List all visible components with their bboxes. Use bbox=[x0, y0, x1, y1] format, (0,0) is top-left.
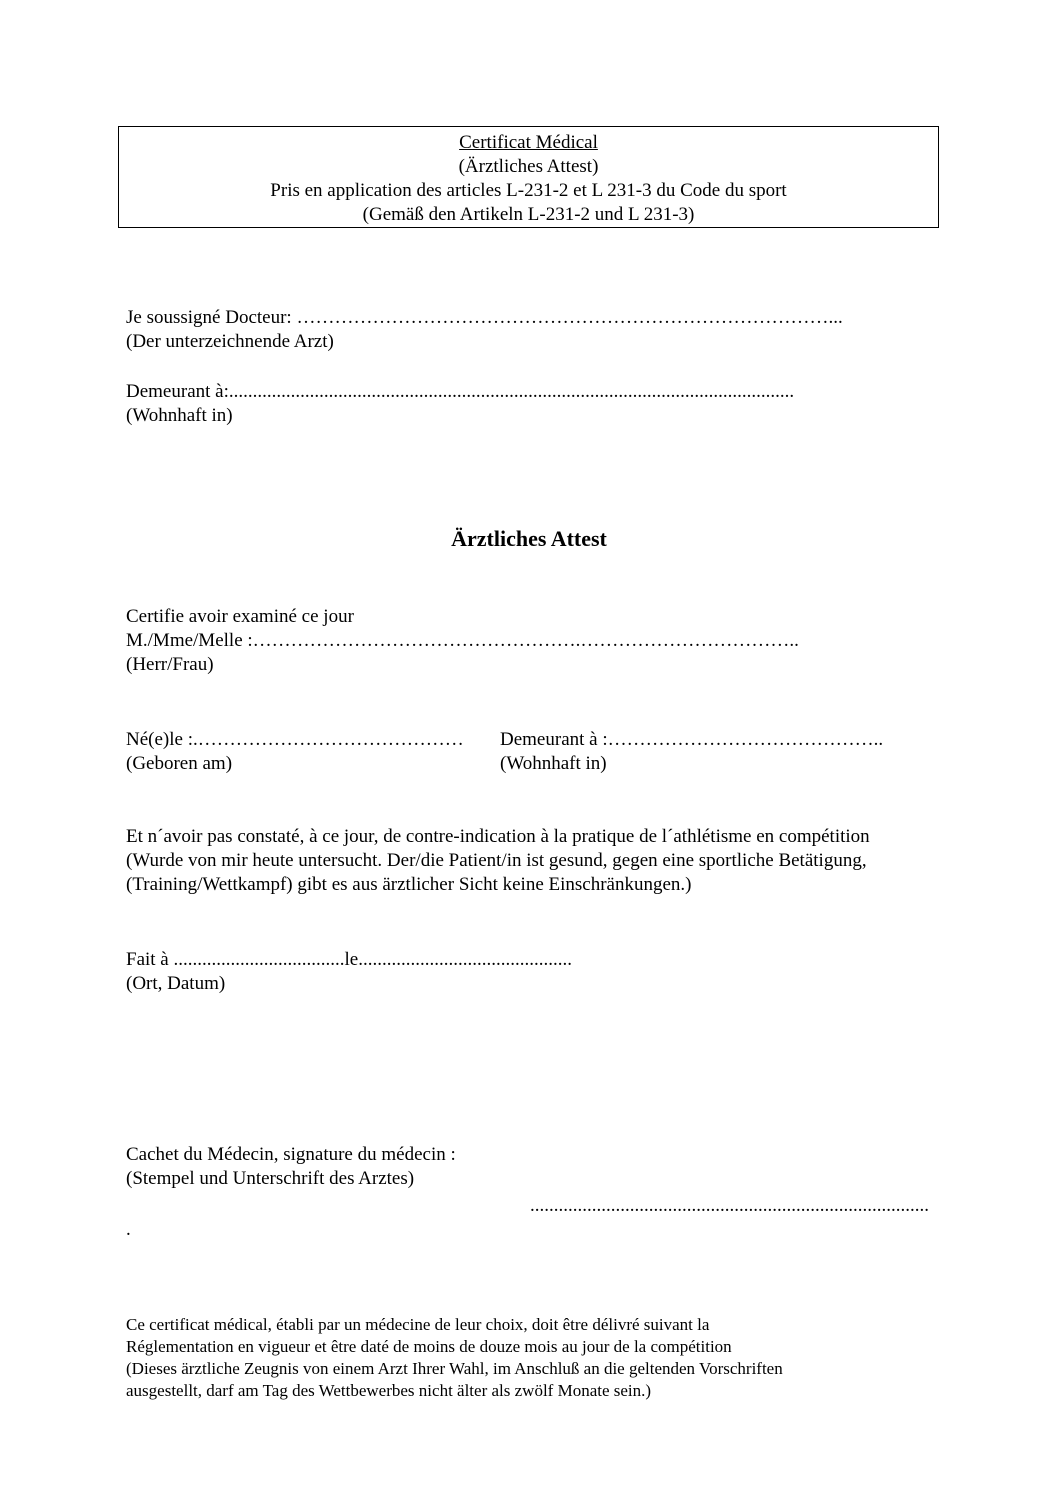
birth-date-de: (Geboren am) bbox=[126, 753, 233, 774]
document-title: Certificat Médical bbox=[459, 132, 598, 153]
place-date-section bbox=[126, 948, 572, 996]
residence-section bbox=[126, 380, 794, 428]
doctor-section bbox=[126, 306, 843, 354]
place-date-de: (Ort, Datum) bbox=[126, 973, 226, 994]
patient-intro: Certifie avoir examiné ce jour bbox=[126, 606, 354, 627]
doctor-field: Je soussigné Docteur: …………………………………………………………………………... bbox=[126, 307, 843, 328]
signature-line: .................................................................................... bbox=[530, 1195, 929, 1216]
signature-section bbox=[126, 1143, 456, 1191]
residence-field: Demeurant à:....................................................................................................................... bbox=[126, 381, 795, 402]
footnote-line-3: (Dieses ärztliche Zeugnis von einem Arzt Ihrer Wahl, im Anschluß an die geltenden Vorschriften bbox=[126, 1359, 783, 1378]
birth-date-field: Né(e)le :.…………………………………… bbox=[126, 729, 464, 750]
footnote-line-2: Réglementation en vigueur et être daté de moins de douze mois au jour de la compétition bbox=[126, 1337, 732, 1356]
signature-label-de: (Stempel und Unterschrift des Arztes) bbox=[126, 1168, 415, 1189]
residence-field-de: (Wohnhaft in) bbox=[126, 405, 233, 426]
patient-name-field: M./Mme/Melle :…………………………………………….…………………………….. bbox=[126, 630, 799, 651]
place-date-field: Fait à ....................................le............................................. bbox=[126, 949, 572, 970]
statement-line-de-1: (Wurde von mir heute untersucht. Der/die Patient/in ist gesund, gegen eine sportliche Betätigung, bbox=[126, 850, 867, 871]
header-box bbox=[118, 126, 939, 228]
statement-section bbox=[126, 825, 870, 897]
patient-name-de: (Herr/Frau) bbox=[126, 654, 214, 675]
statement-line-de-2: (Training/Wettkampf) gibt es aus ärztlicher Sicht keine Einschränkungen.) bbox=[126, 874, 692, 895]
footnote bbox=[126, 1314, 783, 1402]
signature-label: Cachet du Médecin, signature du médecin : bbox=[126, 1144, 456, 1165]
document-subtitle-de: (Gemäß den Artikeln L-231-2 und L 231-3) bbox=[362, 204, 695, 225]
patient-residence-field: Demeurant à :…………………………………….. bbox=[500, 729, 884, 750]
patient-residence-de: (Wohnhaft in) bbox=[500, 753, 607, 774]
document-subtitle: Pris en application des articles L-231-2 et L 231-3 du Code du sport bbox=[270, 180, 787, 201]
signature-trailing-dot: . bbox=[126, 1219, 131, 1240]
patient-residence-section bbox=[500, 728, 883, 776]
birth-section bbox=[126, 728, 464, 776]
patient-section bbox=[126, 605, 799, 677]
footnote-line-4: ausgestellt, darf am Tag des Wettbewerbes nicht älter als zwölf Monate sein.) bbox=[126, 1381, 652, 1400]
doctor-field-de: (Der unterzeichnende Arzt) bbox=[126, 331, 334, 352]
statement-line-fr: Et n´avoir pas constaté, à ce jour, de contre-indication à la pratique de l´athlétisme en compétition bbox=[126, 826, 870, 847]
footnote-line-1: Ce certificat médical, établi par un médecine de leur choix, doit être délivré suivant la bbox=[126, 1315, 710, 1334]
document-title-de: (Ärztliches Attest) bbox=[458, 156, 599, 177]
section-heading: Ärztliches Attest bbox=[451, 526, 607, 551]
